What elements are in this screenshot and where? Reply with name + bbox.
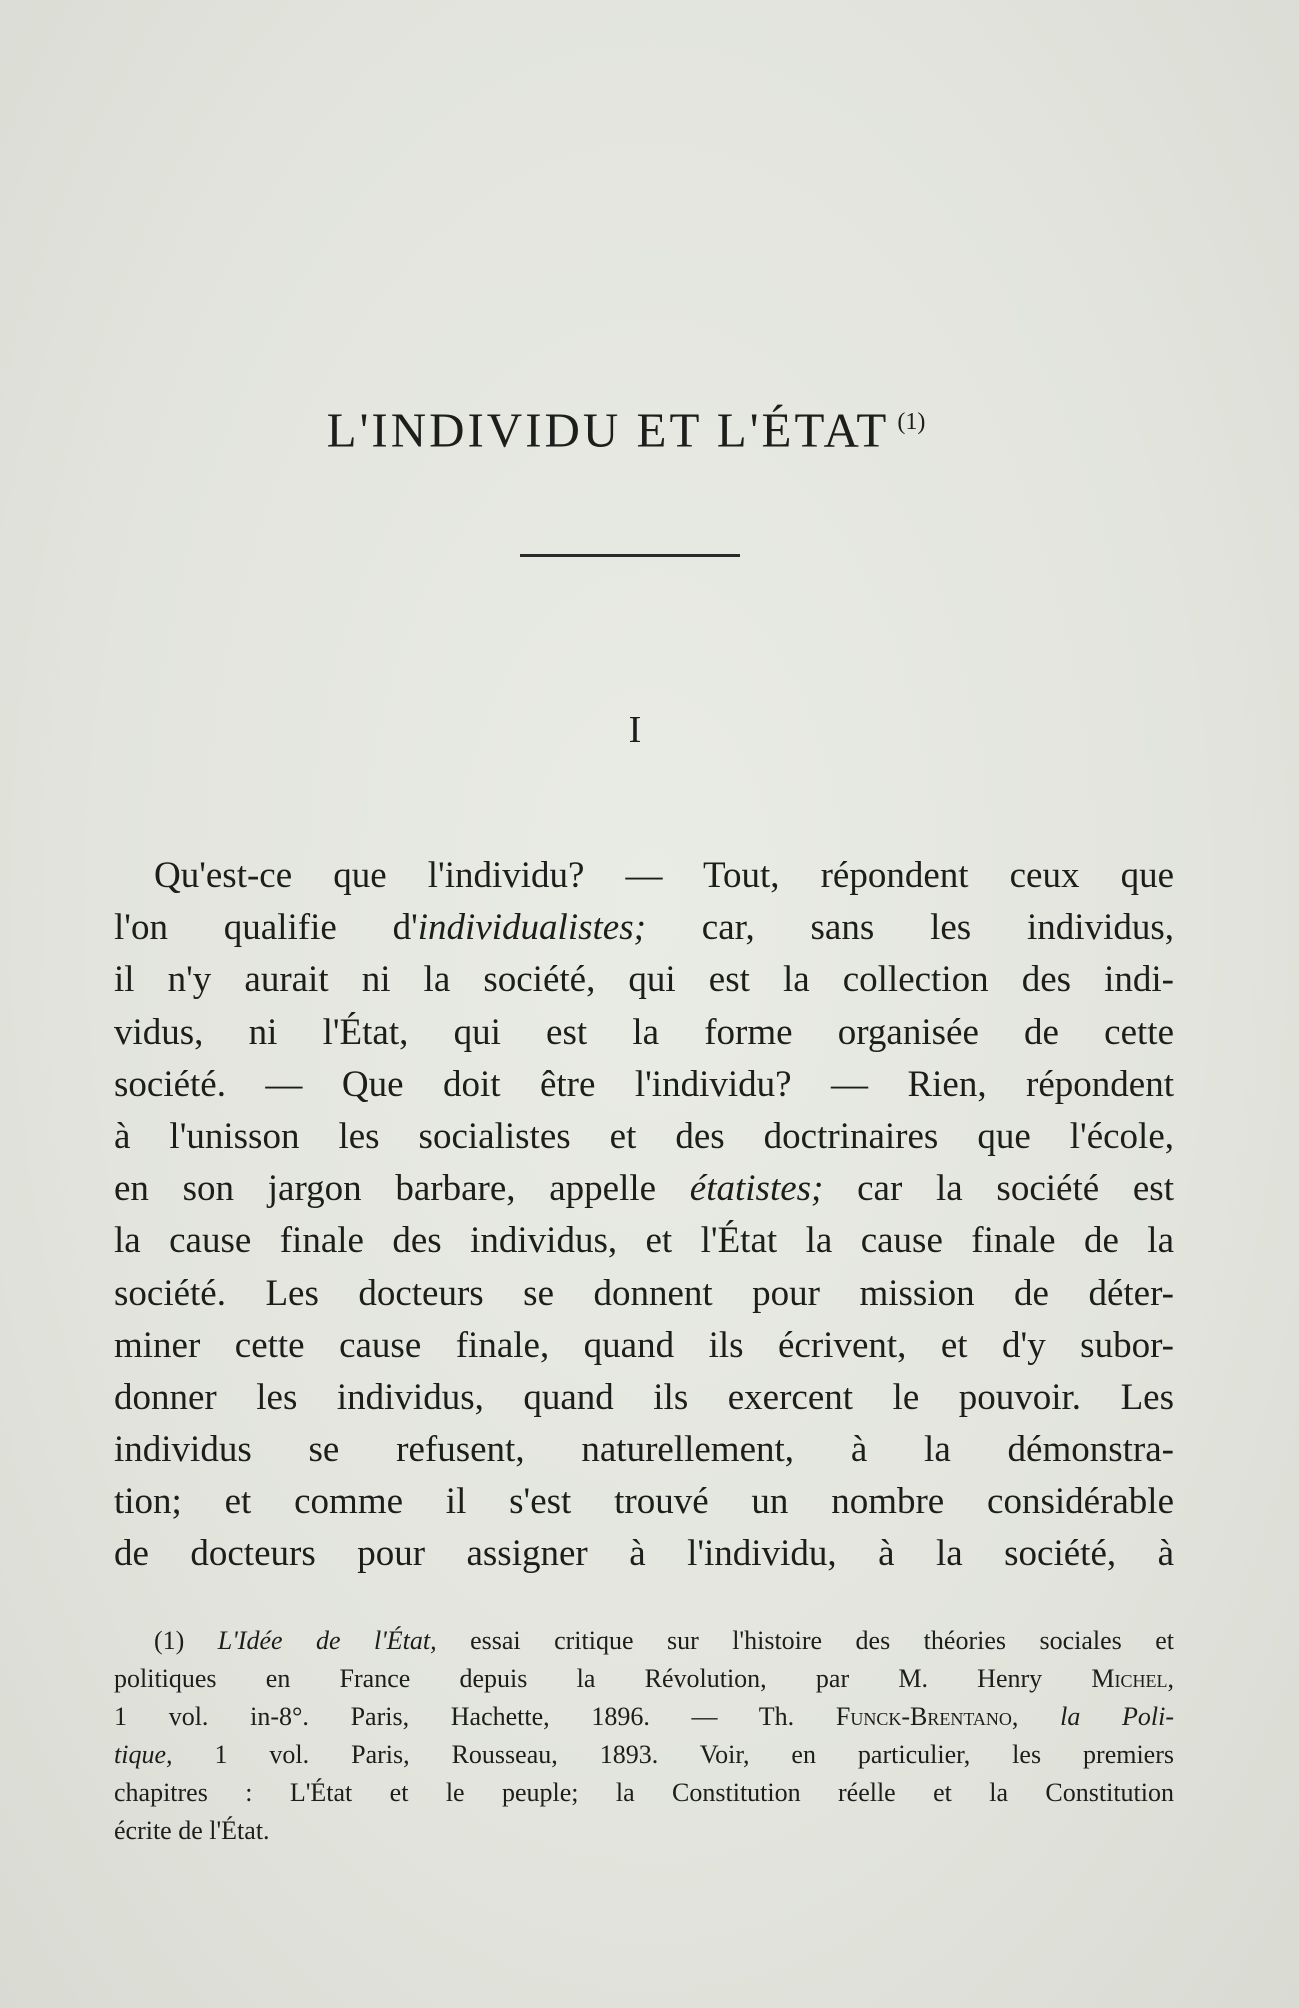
italic-term: étatistes; [689,1168,824,1210]
italic-term: individualistes; [417,907,646,949]
body-text-segment: tion; et comme il s'est trouvé un nombre considérable [114,1481,1174,1523]
footnote-line [114,1698,1174,1736]
body-text-segment: la cause finale des individus, et l'État la cause finale de la [114,1220,1174,1262]
footnote-text: 1 vol. in-8°. Paris, Hachette, 1896. — Th. [114,1702,836,1731]
body-text-segment: à l'unisson les socialistes et des doctrinaires que l'école, [114,1115,1174,1157]
body-line [114,1111,1174,1163]
footnote-text: 1 vol. Paris, Rousseau, 1893. Voir, en particulier, les premiers [172,1740,1174,1769]
footnote-line [114,1660,1174,1698]
footnote-book-title: L'Idée de l'État, [217,1626,437,1655]
body-text-segment: il n'y aurait ni la société, qui est la collection des indi- [114,959,1174,1001]
footnote [114,1622,1174,1850]
body-line [114,1528,1174,1580]
footnote-line [114,1736,1174,1774]
body-paragraph [114,850,1174,1581]
body-line [114,1424,1174,1476]
body-text-segment: car la société est [823,1168,1174,1210]
footnote-text: chapitres : L'État et le peuple; la Constitution réelle et la Constitution [114,1778,1174,1807]
footnote-line [114,1774,1174,1812]
body-line [114,1320,1174,1372]
body-text-segment: car, sans les individus, [645,907,1174,949]
body-text-segment: miner cette cause finale, quand ils écrivent, et d'y subor- [114,1324,1174,1366]
footnote-text: politiques en France depuis la Révolution, par M. Henry [114,1664,1092,1693]
body-text-segment: donner les individus, quand ils exercent le pouvoir. Les [114,1376,1174,1418]
footnote-text: essai critique sur l'histoire des théories sociales et [436,1626,1174,1655]
footnote-text [1018,1702,1060,1731]
footnote-text: écrite de l'État. [114,1816,270,1845]
body-text-segment: en son jargon barbare, appelle [114,1168,690,1210]
footnote-reference: (1) [897,409,926,435]
footnote-line [114,1622,1174,1660]
title-rule [520,554,740,557]
body-text-segment: Qu'est-ce que l'individu? — Tout, répondent ceux que [154,855,1174,896]
chapter-title-text: L'INDIVIDU ET L'ÉTAT [326,402,890,458]
body-line [114,1268,1174,1320]
body-line [114,1007,1174,1059]
body-line [114,1215,1174,1267]
body-line [114,954,1174,1006]
body-text-segment: vidus, ni l'État, qui est la forme organisée de cette [114,1011,1174,1053]
body-text-segment: l'on qualifie d' [114,907,418,949]
chapter-title [0,392,1252,460]
footnote-number: (1) [154,1626,218,1655]
footnote-book-title: la Poli- [1060,1702,1174,1731]
body-line [114,850,1174,902]
body-line [114,1059,1174,1111]
footnote-book-title: tique, [114,1740,173,1769]
body-text-segment: de docteurs pour assigner à l'individu, à la société, à [114,1533,1174,1575]
body-line [114,1476,1174,1528]
body-line [114,902,1174,954]
body-text-segment: société. — Que doit être l'individu? — Rien, répondent [114,1063,1174,1105]
body-line [114,1163,1174,1215]
section-number: I [628,709,642,751]
body-text-segment: individus se refusent, naturellement, à la démonstra- [114,1429,1174,1471]
body-text-segment: société. Les docteurs se donnent pour mission de déter- [114,1272,1174,1314]
body-line [114,1372,1174,1424]
footnote-author: Funck-Brentano, [835,1702,1019,1731]
footnote-line [114,1812,1174,1850]
footnote-author: Michel, [1091,1664,1174,1693]
